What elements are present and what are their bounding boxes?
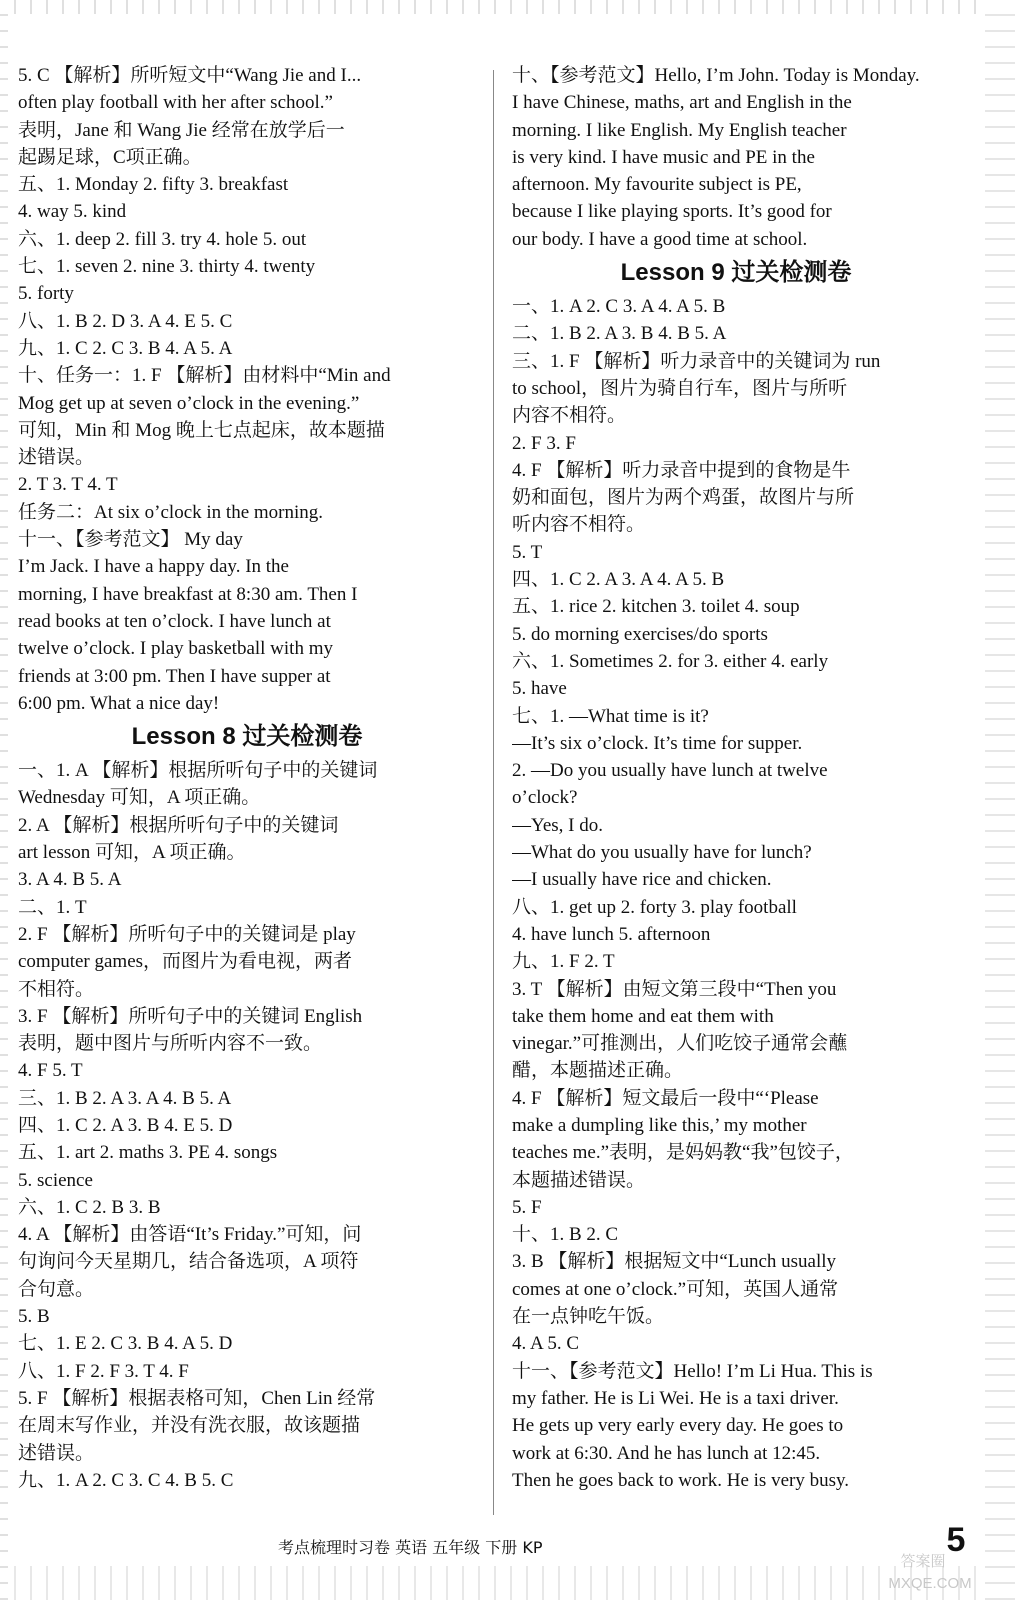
answer-line: comes at one o’clock.”可知，英国人通常 — [512, 1278, 839, 1300]
answer-line: 6:00 pm. What a nice day! — [18, 692, 220, 714]
answer-line: work at 6:30. And he has lunch at 12:45. — [512, 1442, 821, 1464]
answer-line: friends at 3:00 pm. Then I have supper at — [18, 665, 331, 687]
answer-line: 十、【参考范文】Hello, I’m John. Today is Monday. — [512, 65, 920, 86]
decorative-border-bottom — [0, 1566, 1015, 1600]
answer-line: 4. F 【解析】听力录音中提到的食物是牛 — [512, 459, 851, 481]
answer-line: 5. F — [512, 1196, 542, 1218]
answer-line: 内容不相符。 — [512, 405, 627, 427]
answer-line: 四、1. C 2. A 3. A 4. A 5. B — [512, 569, 725, 591]
answer-line: 5. C 【解析】所听短文中“Wang Jie and I... — [18, 65, 362, 86]
answer-line: 3. F 【解析】所听句子中的关键词 English — [18, 1005, 363, 1027]
answer-line: because I like playing sports. It’s good for — [512, 201, 832, 223]
answer-line: 五、1. art 2. maths 3. PE 4. songs — [18, 1142, 278, 1164]
answer-line: is very kind. I have music and PE in the — [512, 146, 815, 168]
answer-line: 2. A 【解析】根据所听句子中的关键词 — [18, 814, 339, 836]
answer-line: 一、1. A 【解析】根据所听句子中的关键词 — [18, 760, 378, 782]
answer-line: 述错误。 — [18, 1442, 95, 1464]
answer-line: 六、1. C 2. B 3. B — [18, 1196, 161, 1218]
answer-line: 4. A 5. C — [512, 1333, 580, 1355]
answer-line: 5. B — [18, 1306, 50, 1328]
answer-line: I’m Jack. I have a happy day. In the — [18, 556, 289, 578]
answer-line: often play football with her after school.” — [18, 92, 333, 114]
answer-line: 十、任务一：1. F 【解析】由材料中“Min and — [18, 365, 391, 387]
answer-line: o’clock? — [512, 787, 578, 809]
watermark-url: MXQE.COM — [888, 1575, 972, 1592]
answer-line: to school，图片为骑自行车，图片与所听 — [512, 377, 848, 399]
answer-line: 在一点钟吃午饭。 — [512, 1306, 665, 1328]
answer-line: 任务二：At six o’clock in the morning. — [18, 501, 324, 523]
answer-line: 表明，题中图片与所听内容不一致。 — [18, 1033, 323, 1055]
answer-line: art lesson 可知，A 项正确。 — [18, 842, 246, 864]
answer-line: 九、1. C 2. C 3. B 4. A 5. A — [18, 337, 233, 359]
answer-line: Mog get up at seven o’clock in the evening.” — [18, 392, 360, 414]
answer-line: 句询问今天星期几，结合备选项，A 项符 — [18, 1251, 359, 1273]
answer-line: make a dumpling like this,’ my mother — [512, 1114, 807, 1136]
answer-line: 5. science — [18, 1169, 93, 1191]
answer-line: 述错误。 — [18, 447, 95, 469]
answer-line: 合句意。 — [18, 1278, 95, 1300]
answer-line: afternoon. My favourite subject is PE, — [512, 174, 802, 196]
answer-line: 五、1. rice 2. kitchen 3. toilet 4. soup — [512, 596, 800, 618]
answer-line: 4. way 5. kind — [18, 201, 127, 223]
answer-line: 八、1. B 2. D 3. A 4. E 5. C — [18, 310, 233, 332]
answer-line: 七、1. seven 2. nine 3. thirty 4. twenty — [18, 256, 316, 278]
right-column — [512, 62, 960, 1494]
lesson-heading: Lesson 9 过关检测卷 — [620, 259, 852, 287]
footer-book-info: 考点梳理时习卷 英语 五年级 下册 KP — [278, 1538, 543, 1557]
answer-line: read books at ten o’clock. I have lunch at — [18, 610, 331, 632]
answer-line: morning. I like English. My English teacher — [512, 119, 847, 141]
answer-line: take them home and eat them with — [512, 1005, 774, 1027]
answer-line: 3. T 【解析】由短文第三段中“Then you — [512, 978, 837, 1000]
answer-line: 六、1. Sometimes 2. for 3. either 4. early — [512, 650, 829, 672]
answer-line: 5. have — [512, 678, 567, 700]
answer-line: 不相符。 — [18, 978, 95, 1000]
answer-line: 八、1. get up 2. forty 3. play football — [512, 896, 797, 918]
answer-line: 5. T — [512, 541, 543, 563]
decorative-border-right — [985, 0, 1015, 1600]
answer-line: 七、1. E 2. C 3. B 4. A 5. D — [18, 1333, 233, 1355]
answer-line: 三、1. B 2. A 3. A 4. B 5. A — [18, 1087, 232, 1109]
answer-line: 4. A 【解析】由答语“It’s Friday.”可知，问 — [18, 1224, 362, 1246]
answer-line: 可知，Min 和 Mog 晚上七点起床，故本题描 — [18, 419, 385, 441]
answer-line: —It’s six o’clock. It’s time for supper. — [512, 732, 803, 754]
decorative-border-left — [0, 0, 8, 1600]
answer-line: 4. F 【解析】短文最后一段中“‘Please — [512, 1087, 819, 1109]
answer-line: 二、1. B 2. A 3. B 4. B 5. A — [512, 323, 727, 345]
answer-line: 九、1. F 2. T — [512, 951, 615, 973]
answer-line: 四、1. C 2. A 3. B 4. E 5. D — [18, 1114, 233, 1136]
page-number: 5 — [946, 1521, 966, 1559]
answer-line: 4. F 5. T — [18, 1060, 83, 1082]
answer-line: 一、1. A 2. C 3. A 4. A 5. B — [512, 296, 726, 318]
decorative-border-top — [0, 0, 1015, 14]
answer-line: 3. A 4. B 5. A — [18, 869, 122, 891]
answer-line: computer games，而图片为看电视，两者 — [18, 951, 353, 973]
answer-line: 三、1. F 【解析】听力录音中的关键词为 run — [512, 350, 881, 372]
answer-line: 九、1. A 2. C 3. C 4. B 5. C — [18, 1469, 234, 1491]
answer-line: 2. F 【解析】所听句子中的关键词是 play — [18, 923, 356, 945]
lesson-heading: Lesson 8 过关检测卷 — [131, 723, 363, 751]
watermark-logo: 答案圈 — [900, 1552, 946, 1570]
answer-line: 起踢足球，C项正确。 — [18, 146, 202, 168]
answer-line: He gets up very early every day. He goes to — [512, 1415, 844, 1437]
answer-line: twelve o’clock. I play basketball with my — [18, 638, 333, 660]
left-column — [18, 62, 476, 1494]
answer-line: Wednesday 可知，A 项正确。 — [18, 787, 261, 809]
answer-line: 5. do morning exercises/do sports — [512, 623, 768, 645]
answer-line: 十、1. B 2. C — [512, 1224, 619, 1246]
answer-line: vinegar.”可推测出，人们吃饺子通常会蘸 — [512, 1033, 848, 1055]
answer-line: 4. have lunch 5. afternoon — [512, 923, 711, 945]
answer-line: Then he goes back to work. He is very busy. — [512, 1469, 849, 1491]
column-divider — [493, 70, 494, 1515]
answer-line: 5. F 【解析】根据表格可知，Chen Lin 经常 — [18, 1387, 376, 1409]
answer-line: —What do you usually have for lunch? — [512, 842, 812, 864]
answer-line: —Yes, I do. — [512, 814, 603, 836]
answer-line: 表明，Jane 和 Wang Jie 经常在放学后一 — [18, 119, 345, 141]
answer-line: teaches me.”表明，是妈妈教“我”包饺子， — [512, 1142, 854, 1164]
answer-line: 五、1. Monday 2. fifty 3. breakfast — [18, 174, 289, 196]
answer-line: my father. He is Li Wei. He is a taxi driver. — [512, 1387, 839, 1409]
answer-line: 听内容不相符。 — [512, 514, 646, 536]
answer-line: 十一、【参考范文】 My day — [18, 529, 243, 551]
answer-line: 醋，本题描述正确。 — [512, 1060, 684, 1082]
answer-line: 奶和面包，图片为两个鸡蛋，故图片与所 — [512, 487, 855, 509]
answer-line: 十一、【参考范文】Hello! I’m Li Hua. This is — [512, 1360, 873, 1382]
answer-line: 本题描述错误。 — [512, 1169, 646, 1191]
answer-line: our body. I have a good time at school. — [512, 228, 808, 250]
answer-line: 六、1. deep 2. fill 3. try 4. hole 5. out — [18, 228, 307, 250]
answer-line: —I usually have rice and chicken. — [512, 869, 772, 891]
answer-line: 3. B 【解析】根据短文中“Lunch usually — [512, 1251, 837, 1273]
answer-line: 二、1. T — [18, 896, 87, 918]
answer-line: morning, I have breakfast at 8:30 am. Then I — [18, 583, 358, 605]
answer-line: 5. forty — [18, 283, 74, 305]
answer-line: 七、1. —What time is it? — [512, 705, 709, 727]
answer-line: 2. —Do you usually have lunch at twelve — [512, 760, 828, 782]
answer-line: 在周末写作业，并没有洗衣服，故该题描 — [18, 1415, 361, 1437]
answer-line: 2. T 3. T 4. T — [18, 474, 118, 496]
answer-line: I have Chinese, maths, art and English in the — [512, 92, 852, 114]
answer-line: 八、1. F 2. F 3. T 4. F — [18, 1360, 189, 1382]
answer-line: 2. F 3. F — [512, 432, 576, 454]
